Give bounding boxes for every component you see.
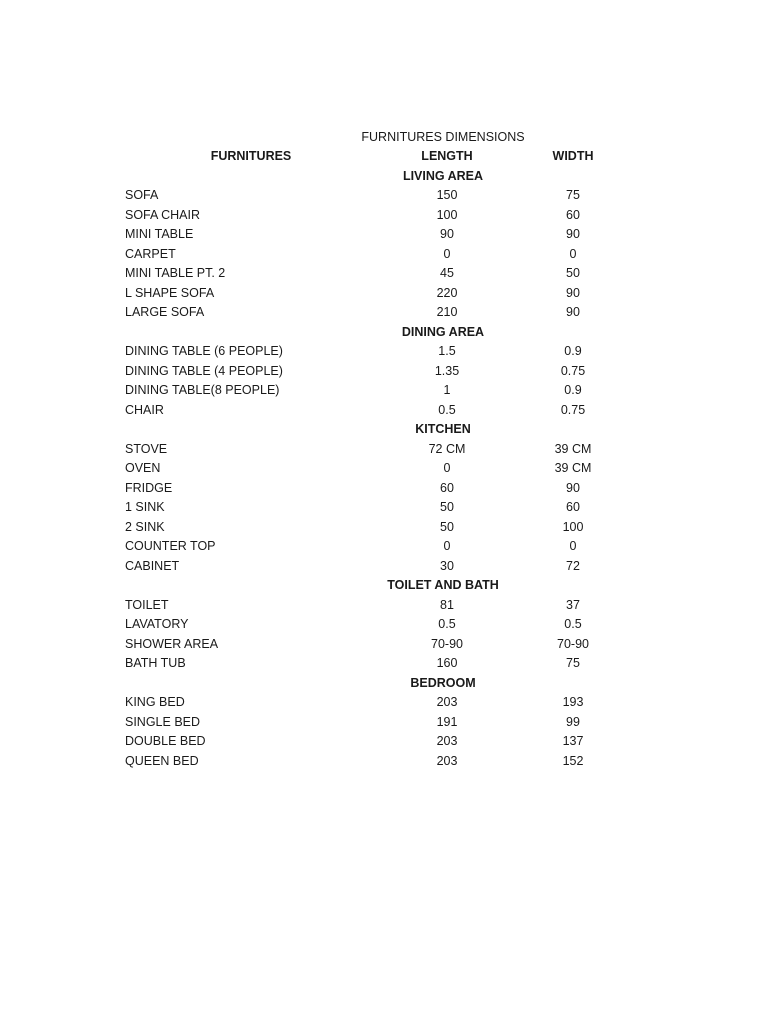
section-title: LIVING AREA	[402, 168, 484, 183]
length-cell: 160	[436, 656, 458, 670]
furniture-name-cell: KING BED	[125, 695, 185, 709]
section-title: TOILET AND BATH	[387, 578, 499, 592]
section-header-row	[0, 167, 768, 187]
width-cell: 75	[566, 188, 580, 202]
table-row	[0, 401, 768, 421]
section-title: BEDROOM	[410, 675, 476, 690]
width-cell: 75	[566, 656, 580, 670]
table-row	[0, 615, 768, 635]
furniture-name-cell: BATH TUB	[125, 656, 186, 670]
furniture-name-cell: FRIDGE	[125, 480, 173, 495]
length-cell: 100	[436, 207, 458, 222]
furniture-name-cell: DINING TABLE (4 PEOPLE)	[125, 363, 283, 378]
table-row	[0, 537, 768, 557]
section-header-row	[0, 323, 768, 343]
width-cell: 60	[566, 500, 580, 514]
length-cell: 0	[443, 539, 451, 553]
length-cell: 210	[436, 305, 458, 319]
width-cell: 0.9	[564, 344, 582, 358]
length-cell: 60	[440, 480, 454, 495]
length-cell: 0.5	[438, 402, 456, 417]
furniture-name-cell: 1 SINK	[125, 500, 165, 514]
width-cell: 0	[569, 539, 577, 553]
furniture-name-cell: CABINET	[125, 558, 180, 573]
header-width: WIDTH	[552, 149, 594, 163]
length-cell: 191	[436, 714, 458, 729]
length-cell: 0.5	[438, 617, 456, 631]
furniture-name-cell: SOFA CHAIR	[125, 207, 201, 222]
length-cell: 50	[440, 519, 454, 534]
table-row	[0, 264, 768, 284]
length-cell: 1.5	[438, 344, 456, 358]
table-row	[0, 498, 768, 518]
furniture-name-cell: SHOWER AREA	[125, 636, 219, 651]
width-cell: 39 CM	[554, 441, 592, 456]
section-header-row	[0, 576, 768, 596]
width-cell: 152	[562, 753, 584, 768]
section-title: DINING AREA	[401, 324, 485, 339]
table-header-row	[0, 147, 768, 167]
length-cell: 72 CM	[428, 441, 466, 456]
table-row	[0, 635, 768, 655]
length-cell: 50	[440, 500, 454, 514]
table-row	[0, 342, 768, 362]
table-row	[0, 381, 768, 401]
width-cell: 50	[566, 266, 580, 280]
length-cell: 90	[440, 227, 454, 241]
length-cell: 81	[440, 597, 454, 612]
table-row	[0, 732, 768, 752]
header-length: LENGTH	[421, 149, 473, 163]
section-title: KITCHEN	[415, 422, 471, 436]
length-cell: 1.35	[434, 363, 460, 378]
length-cell: 203	[436, 695, 458, 709]
length-cell: 0	[443, 461, 451, 475]
length-cell: 45	[440, 266, 454, 280]
furniture-name-cell: COUNTER TOP	[125, 539, 216, 553]
table-row	[0, 206, 768, 226]
width-cell: 37	[566, 597, 580, 612]
length-cell: 30	[440, 558, 454, 573]
furniture-name-cell: SINGLE BED	[125, 714, 201, 729]
table-row	[0, 654, 768, 674]
section-header-row	[0, 674, 768, 694]
table-row	[0, 284, 768, 304]
furniture-name-cell: CHAIR	[125, 402, 164, 417]
document-title	[0, 128, 768, 146]
furniture-name-cell: CARPET	[125, 246, 176, 261]
furniture-name-cell: DOUBLE BED	[125, 734, 206, 748]
width-cell: 90	[566, 480, 580, 495]
furniture-name-cell: 2 SINK	[125, 519, 165, 534]
furniture-name-cell: LAVATORY	[125, 617, 189, 631]
furniture-name-cell: STOVE	[125, 441, 168, 456]
dimensions-table	[0, 147, 768, 771]
width-cell: 0.5	[564, 617, 582, 631]
furniture-name-cell: SOFA	[125, 188, 159, 202]
width-cell: 193	[562, 695, 584, 709]
width-cell: 70-90	[557, 636, 589, 651]
width-cell: 0.75	[560, 363, 586, 378]
header-furnitures: FURNITURES	[210, 149, 292, 163]
section-header-row	[0, 420, 768, 440]
table-row	[0, 440, 768, 460]
length-cell: 150	[436, 188, 458, 202]
table-row	[0, 693, 768, 713]
width-cell: 90	[566, 285, 580, 300]
furniture-name-cell: L SHAPE SOFA	[125, 285, 215, 300]
width-cell: 99	[566, 714, 580, 729]
table-row	[0, 557, 768, 577]
furniture-name-cell: MINI TABLE PT. 2	[125, 266, 226, 280]
furniture-name-cell: TOILET	[125, 597, 169, 612]
table-row	[0, 713, 768, 733]
width-cell: 0.9	[564, 383, 582, 397]
length-cell: 203	[436, 753, 458, 768]
furniture-name-cell: MINI TABLE	[125, 227, 194, 241]
table-row	[0, 186, 768, 206]
length-cell: 1	[443, 383, 451, 397]
furniture-name-cell: LARGE SOFA	[125, 305, 205, 319]
width-cell: 60	[566, 207, 580, 222]
width-cell: 90	[566, 305, 580, 319]
furniture-name-cell: QUEEN BED	[125, 753, 199, 768]
table-row	[0, 459, 768, 479]
length-cell: 203	[436, 734, 458, 748]
width-cell: 0.75	[560, 402, 586, 417]
table-row	[0, 518, 768, 538]
furniture-name-cell: DINING TABLE (6 PEOPLE)	[125, 344, 283, 358]
width-cell: 137	[562, 734, 584, 748]
table-row	[0, 245, 768, 265]
table-row	[0, 225, 768, 245]
width-cell: 90	[566, 227, 580, 241]
length-cell: 220	[436, 285, 458, 300]
length-cell: 70-90	[431, 636, 463, 651]
table-row	[0, 479, 768, 499]
width-cell: 72	[566, 558, 580, 573]
table-row	[0, 596, 768, 616]
furniture-name-cell: OVEN	[125, 461, 161, 475]
furniture-name-cell: DINING TABLE(8 PEOPLE)	[125, 383, 280, 397]
width-cell: 39 CM	[554, 461, 592, 475]
table-row	[0, 362, 768, 382]
width-cell: 100	[562, 519, 584, 534]
table-row	[0, 752, 768, 772]
length-cell: 0	[443, 246, 451, 261]
title-text: FURNITURES DIMENSIONS	[361, 130, 525, 144]
width-cell: 0	[569, 246, 577, 261]
table-row	[0, 303, 768, 323]
